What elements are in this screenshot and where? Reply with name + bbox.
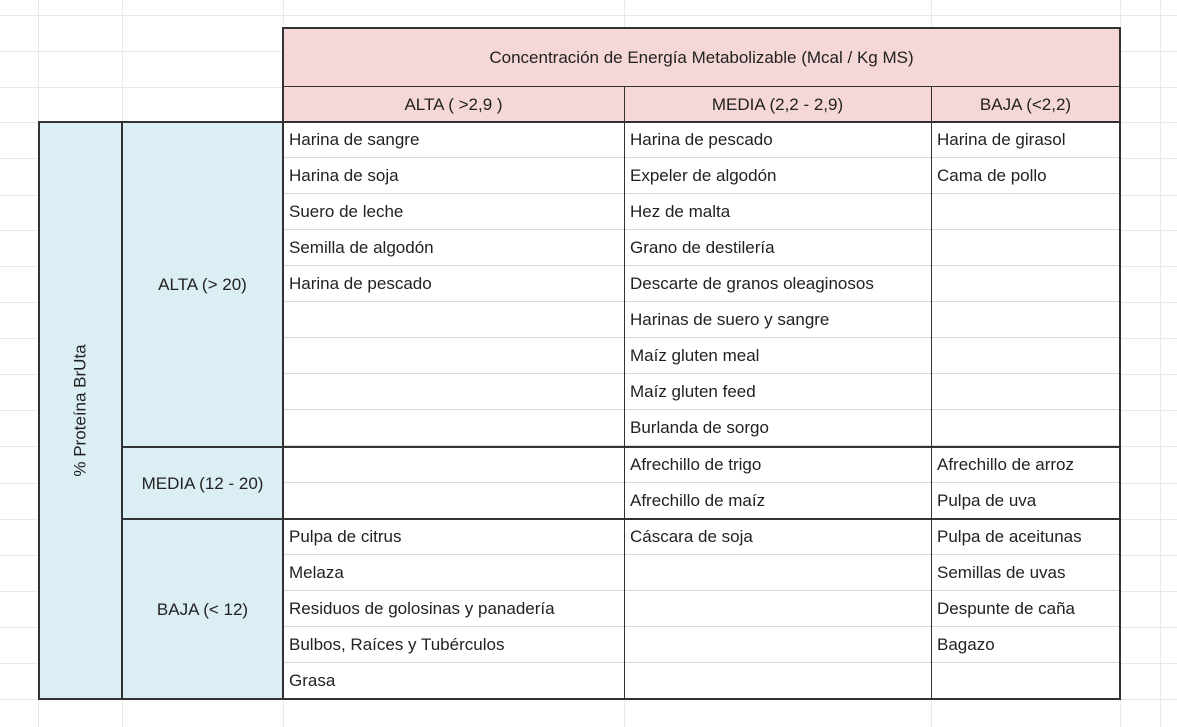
energy-level-baja: BAJA (<2,2) bbox=[931, 87, 1120, 122]
energy-level-alta: ALTA ( >2,9 ) bbox=[283, 87, 624, 122]
empty-cell bbox=[624, 663, 931, 699]
empty-cell bbox=[931, 663, 1120, 699]
feed-item: Hez de malta bbox=[624, 194, 931, 230]
feed-item: Semillas de uvas bbox=[931, 555, 1120, 591]
feed-item: Burlanda de sorgo bbox=[624, 410, 931, 446]
feed-item: Harina de soja bbox=[283, 158, 624, 194]
feed-item: Harinas de suero y sangre bbox=[624, 302, 931, 338]
protein-level-alta: ALTA (> 20) bbox=[122, 122, 283, 447]
feed-item: Residuos de golosinas y panadería bbox=[283, 591, 624, 627]
feed-item: Expeler de algodón bbox=[624, 158, 931, 194]
empty-cell bbox=[624, 627, 931, 663]
protein-header-cell bbox=[38, 122, 122, 699]
feed-item: Harina de pescado bbox=[624, 122, 931, 158]
feed-item: Bagazo bbox=[931, 627, 1120, 663]
empty-cell bbox=[931, 374, 1120, 410]
feed-item: Maíz gluten meal bbox=[624, 338, 931, 374]
feed-item: Despunte de caña bbox=[931, 591, 1120, 627]
empty-cell bbox=[283, 338, 624, 374]
feed-item: Melaza bbox=[283, 555, 624, 591]
empty-cell bbox=[931, 410, 1120, 446]
empty-cell bbox=[624, 591, 931, 627]
protein-level-media: MEDIA (12 - 20) bbox=[122, 447, 283, 519]
energy-level-media: MEDIA (2,2 - 2,9) bbox=[624, 87, 931, 122]
feed-item: Harina de girasol bbox=[931, 122, 1120, 158]
empty-cell bbox=[283, 302, 624, 338]
feed-item: Cáscara de soja bbox=[624, 519, 931, 555]
protein-header: % Proteína BrUta bbox=[70, 344, 90, 477]
empty-cell bbox=[931, 302, 1120, 338]
feed-item: Pulpa de citrus bbox=[283, 519, 624, 555]
empty-cell bbox=[283, 374, 624, 410]
feed-item: Cama de pollo bbox=[931, 158, 1120, 194]
empty-cell bbox=[283, 447, 624, 483]
empty-cell bbox=[931, 194, 1120, 230]
feed-item: Afrechillo de trigo bbox=[624, 447, 931, 483]
empty-cell bbox=[931, 266, 1120, 302]
feed-item: Afrechillo de arroz bbox=[931, 447, 1120, 483]
feed-item: Semilla de algodón bbox=[283, 230, 624, 266]
feed-item: Grano de destilería bbox=[624, 230, 931, 266]
feed-item: Pulpa de aceitunas bbox=[931, 519, 1120, 555]
energy-header: Concentración de Energía Metabolizable (Mcal / Kg MS) bbox=[283, 27, 1120, 87]
empty-cell bbox=[283, 483, 624, 519]
empty-cell bbox=[283, 410, 624, 446]
feed-item: Afrechillo de maíz bbox=[624, 483, 931, 519]
empty-cell bbox=[931, 230, 1120, 266]
feed-item: Pulpa de uva bbox=[931, 483, 1120, 519]
empty-cell bbox=[931, 338, 1120, 374]
protein-level-baja: BAJA (< 12) bbox=[122, 519, 283, 699]
feed-item: Suero de leche bbox=[283, 194, 624, 230]
corner-empty bbox=[38, 27, 283, 122]
feed-item: Harina de sangre bbox=[283, 122, 624, 158]
feed-item: Bulbos, Raíces y Tubérculos bbox=[283, 627, 624, 663]
feed-item: Grasa bbox=[283, 663, 624, 699]
feed-item: Descarte de granos oleaginosos bbox=[624, 266, 931, 302]
feed-item: Maíz gluten feed bbox=[624, 374, 931, 410]
feed-item: Harina de pescado bbox=[283, 266, 624, 302]
empty-cell bbox=[624, 555, 931, 591]
